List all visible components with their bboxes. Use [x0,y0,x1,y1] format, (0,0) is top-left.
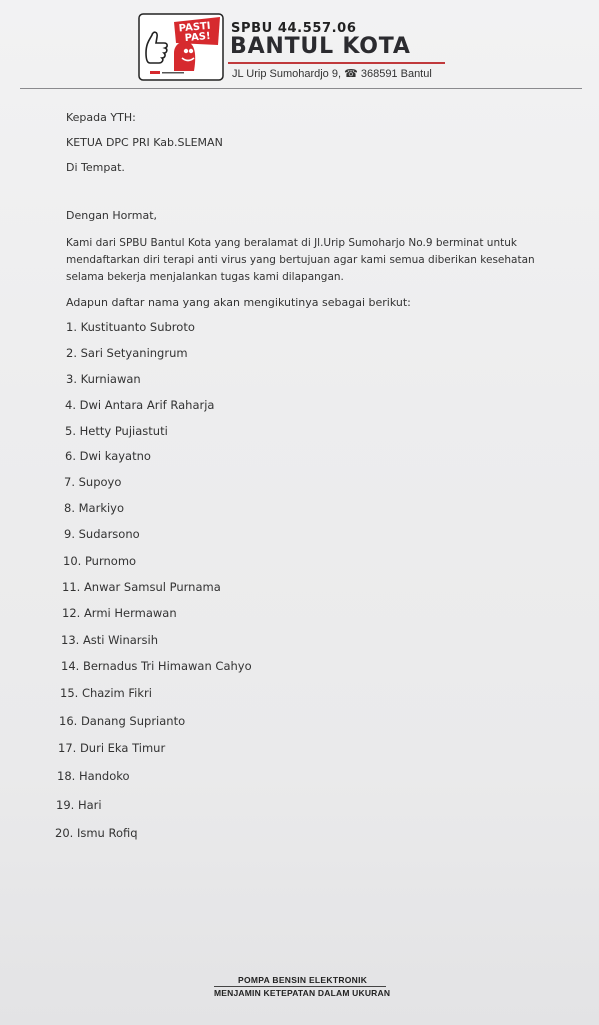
list-item: 7. Supoyo [64,475,122,489]
list-item: 3. Kurniawan [66,372,141,386]
paragraph-line: selama bekerja menjalankan tugas kami dilapangan. [66,271,344,283]
list-item: 6. Dwi kayatno [65,449,151,463]
list-item: 1. Kustituanto Subroto [66,320,195,334]
list-item: 4. Dwi Antara Arif Raharja [65,398,215,412]
list-item: 8. Markiyo [64,501,125,515]
list-item: 11. Anwar Samsul Purnama [62,580,221,594]
list-item: 19. Hari [56,798,102,812]
svg-text:PAS!: PAS! [184,30,212,45]
greeting: Dengan Hormat, [66,209,157,222]
list-item: 13. Asti Winarsih [61,633,159,647]
station-name: BANTUL KOTA [230,34,411,59]
list-item: 17. Duri Eka Timur [58,741,166,755]
station-code: SPBU 44.557.06 [231,21,357,36]
list-item: 15. Chazim Fikri [60,686,152,700]
list-item: 16. Danang Suprianto [59,714,186,728]
recipient-place: Di Tempat. [66,161,125,174]
logo-text: PASTI [178,20,212,35]
footer-tagline-bottom: MENJAMIN KETEPATAN DALAM UKURAN [214,988,391,998]
list-item: 18. Handoko [57,769,130,783]
list-intro: Adapun daftar nama yang akan mengikutinya sebagai berikut: [66,296,411,309]
list-item: 5. Hetty Pujiastuti [65,424,168,438]
list-item: 10. Purnomo [63,554,137,568]
list-item: 14. Bernadus Tri Himawan Cahyo [61,659,252,673]
station-address: JL Urip Sumohardjo 9, ☎ 368591 Bantul [232,68,432,80]
header-red-rule [228,62,445,64]
paragraph-line: Kami dari SPBU Bantul Kota yang beralamat di Jl.Urip Sumoharjo No.9 berminat untuk [66,237,517,249]
pertamina-pasti-pas-logo [138,13,224,81]
footer-tagline-top: POMPA BENSIN ELEKTRONIK [238,975,368,985]
footer-divider [214,986,386,987]
list-item: 9. Sudarsono [64,527,140,541]
header-divider [20,88,582,89]
recipient-name: KETUA DPC PRI Kab.SLEMAN [66,136,223,149]
recipient-salutation: Kepada YTH: [66,111,136,124]
list-item: 20. Ismu Rofiq [55,826,138,840]
paragraph-line: mendaftarkan diri terapi anti virus yang bertujuan agar kami semua diberikan kesehatan [66,254,535,266]
list-item: 12. Armi Hermawan [62,606,177,620]
list-item: 2. Sari Setyaningrum [66,346,188,360]
